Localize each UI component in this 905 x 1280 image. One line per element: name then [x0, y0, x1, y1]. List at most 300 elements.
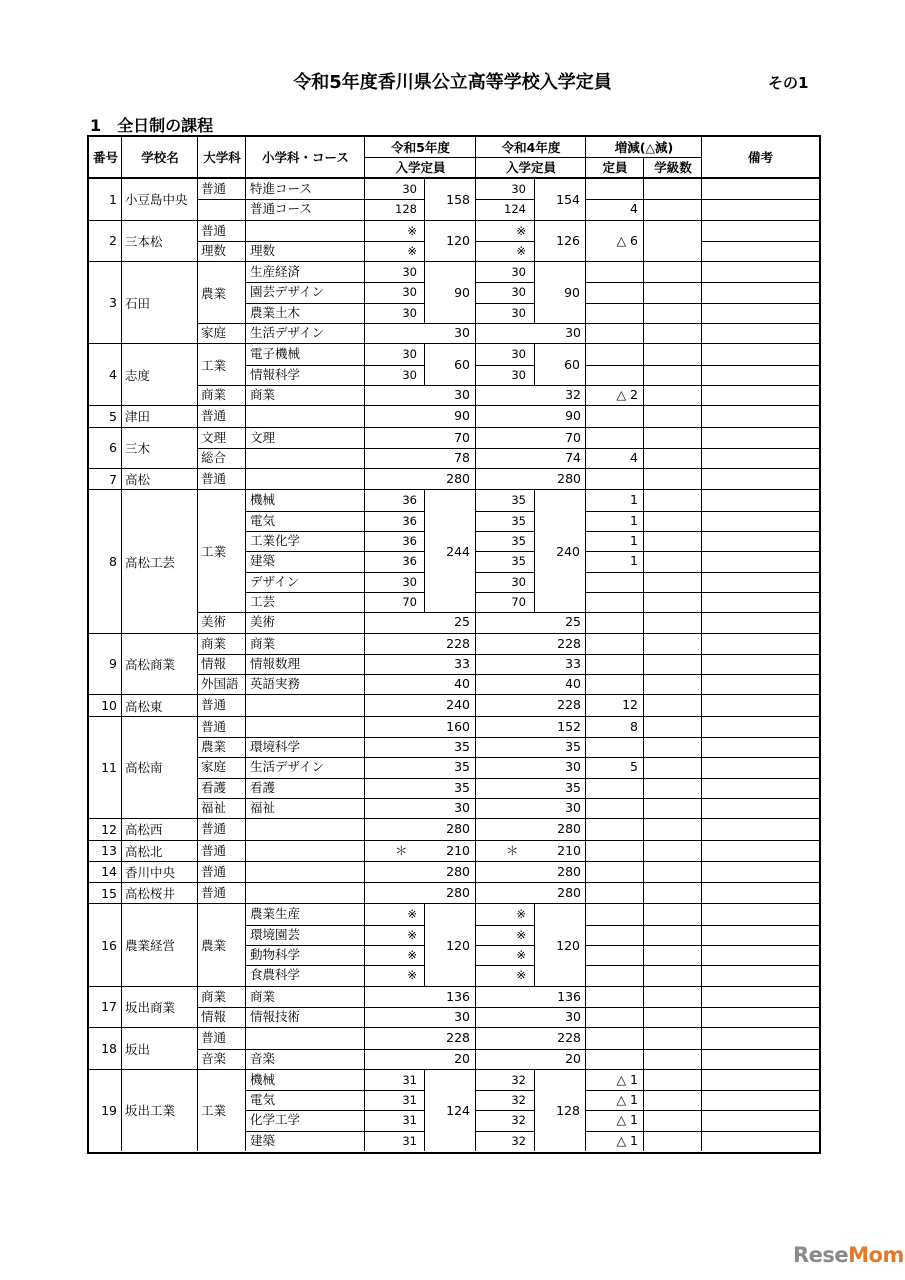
school-name: 高松東 [125, 698, 163, 714]
school-group [89, 262, 819, 344]
capacity-change: △ 1 [616, 1071, 638, 1087]
course-name: 電気 [250, 1092, 276, 1108]
r5-course-capacity: ※ [407, 948, 417, 963]
capacity-table [87, 135, 821, 1154]
department-name: 文理 [201, 429, 227, 445]
r5-course-capacity: ※ [407, 243, 417, 258]
r5-capacity: 280 [446, 471, 470, 487]
capacity-change: △ 1 [616, 1092, 638, 1108]
r5-capacity: 35 [454, 739, 470, 755]
r5-course-capacity: 30 [402, 265, 417, 280]
school-group [89, 179, 819, 221]
r4-capacity: 40 [565, 676, 581, 692]
r4-course-capacity: 32 [511, 1072, 526, 1087]
course-name: 生産経済 [250, 264, 301, 280]
header-no: 番号 [92, 150, 118, 165]
course-name: 工業化学 [250, 533, 301, 549]
capacity-change: 1 [630, 512, 638, 528]
r4-total: 240 [556, 543, 580, 559]
school-number: 12 [101, 821, 117, 837]
course-name: 電気 [250, 512, 276, 528]
school-name: 小豆島中央 [125, 192, 188, 208]
r5-course-capacity: 36 [402, 534, 417, 549]
course-name: 環境園芸 [250, 926, 301, 942]
r4-capacity: 35 [565, 779, 581, 795]
department-name: 商業 [201, 386, 227, 402]
header-remarks: 備考 [747, 150, 773, 165]
department-name: 普通 [201, 222, 227, 238]
course-name: 食農科学 [250, 967, 301, 983]
table-row [89, 490, 819, 510]
capacity-change: △ 1 [616, 1112, 638, 1128]
department-name: 工業 [201, 1103, 227, 1119]
r5-capacity: 160 [446, 718, 470, 734]
department-name: 普通 [201, 885, 227, 901]
table-row [89, 1007, 819, 1027]
r5-total: 124 [446, 1102, 470, 1118]
course-name: 電子機械 [250, 346, 301, 362]
course-name: 環境科学 [250, 739, 301, 755]
r4-capacity: 74 [565, 449, 581, 465]
school-group [89, 819, 819, 840]
r5-capacity: 210 [446, 842, 470, 858]
department-name: 外国語 [201, 676, 239, 692]
course-name: 機械 [250, 492, 276, 508]
table-row [89, 221, 819, 241]
school-group [89, 695, 819, 716]
r4-capacity: 136 [557, 988, 581, 1004]
table-row [89, 469, 819, 489]
table-row [89, 841, 819, 861]
r4-course-capacity: 32 [511, 1113, 526, 1128]
school-name: 高松北 [125, 843, 163, 859]
school-number: 14 [101, 864, 117, 880]
table-row [89, 344, 819, 364]
r5-course-capacity: 30 [402, 182, 417, 196]
course-name: 普通コース [250, 201, 312, 217]
r4-capacity: 30 [565, 759, 581, 775]
r5-course-capacity: ※ [407, 927, 417, 942]
header-r5: 令和5年度 [391, 140, 450, 155]
r4-capacity: 280 [557, 885, 581, 901]
r4-course-capacity: ※ [516, 907, 526, 922]
r4-capacity: 280 [557, 821, 581, 837]
r4-total: 126 [556, 233, 580, 249]
table-row [89, 303, 819, 323]
school-number: 11 [101, 759, 117, 775]
r5-course-capacity: 36 [402, 493, 417, 508]
header-r4-capacity: 入学定員 [505, 160, 556, 175]
r5-capacity: 25 [454, 614, 470, 630]
department-name: 商業 [201, 635, 227, 651]
table-row [89, 1110, 819, 1130]
course-name: 建築 [250, 1132, 276, 1148]
r5-course-capacity: ※ [407, 223, 417, 238]
school-group [89, 987, 819, 1029]
course-name: 園芸デザイン [250, 284, 325, 300]
r4-capacity: 228 [557, 635, 581, 651]
table-row [89, 179, 819, 199]
school-name: 香川中央 [125, 864, 176, 880]
table-row [89, 241, 819, 261]
course-name: デザイン [250, 573, 300, 589]
r4-capacity: 20 [565, 1050, 581, 1066]
r4-capacity: 280 [557, 471, 581, 487]
department-name: 美術 [201, 614, 227, 630]
r4-capacity: 30 [565, 1008, 581, 1024]
school-group [89, 862, 819, 883]
school-name: 高松商業 [125, 656, 176, 672]
capacity-change: 1 [630, 553, 638, 569]
school-number: 9 [109, 656, 117, 672]
r5-capacity: 280 [446, 885, 470, 901]
table-row [89, 406, 819, 426]
r5-course-capacity: 31 [402, 1093, 417, 1108]
school-name: 高松工芸 [125, 554, 176, 570]
department-name: 情報 [201, 1008, 227, 1024]
r4-capacity: 25 [565, 614, 581, 630]
school-number: 1 [109, 191, 117, 207]
r4-course-capacity: 30 [511, 265, 526, 280]
r5-capacity: 35 [454, 759, 470, 775]
course-name: 情報技術 [250, 1008, 301, 1024]
table-row [89, 695, 819, 715]
r4-course-capacity: 35 [511, 534, 526, 549]
school-number: 16 [101, 937, 117, 953]
r5-capacity: 30 [454, 386, 470, 402]
r4-course-capacity: 30 [511, 285, 526, 300]
page-title: 令和5年度香川県公立高等学校入学定員 [293, 72, 612, 93]
department-name: 総合 [201, 449, 227, 465]
course-name: 特進コース [250, 181, 312, 196]
section-heading: 1 全日制の課程 [90, 116, 214, 135]
r5-capacity: 33 [454, 655, 470, 671]
table-row [89, 757, 819, 777]
course-name: 文理 [250, 429, 276, 445]
course-name: 商業 [250, 988, 276, 1004]
table-row [89, 365, 819, 385]
course-name: 機械 [250, 1071, 276, 1087]
r4-total: 154 [556, 191, 580, 207]
school-group [89, 883, 819, 904]
r4-course-capacity: 30 [511, 347, 526, 362]
department-name: 工業 [201, 544, 227, 560]
school-number: 13 [101, 843, 117, 859]
r4-total: 120 [556, 937, 580, 953]
table-row [89, 1131, 819, 1151]
r4-course-capacity: 35 [511, 513, 526, 528]
r5-total: 90 [454, 285, 470, 301]
department-name: 農業 [201, 285, 227, 301]
table-row [89, 987, 819, 1007]
table-row [89, 925, 819, 945]
department-name: 普通 [201, 1030, 227, 1046]
school-number: 19 [101, 1102, 117, 1118]
table-row [89, 1049, 819, 1069]
school-group [89, 634, 819, 696]
r5-course-capacity: 36 [402, 554, 417, 569]
r4-course-capacity: ※ [516, 968, 526, 983]
table-row [89, 531, 819, 551]
r4-capacity: 33 [565, 655, 581, 671]
school-name: 坂出商業 [125, 999, 176, 1015]
department-name: 工業 [201, 357, 227, 373]
r4-capacity: 30 [565, 799, 581, 815]
r5-course-capacity: 30 [402, 285, 417, 300]
school-name: 農業経営 [125, 938, 176, 954]
course-name: 英語実務 [250, 676, 301, 692]
department-name: 情報 [201, 655, 227, 671]
table-row [89, 674, 819, 694]
table-row [89, 1070, 819, 1090]
resemom-logo: ReseMom [793, 1243, 904, 1267]
r5-capacity: 30 [454, 1008, 470, 1024]
r5-total: 158 [446, 191, 470, 207]
capacity-change: △ 6 [616, 233, 638, 249]
r4-course-capacity: ※ [516, 243, 526, 258]
department-name: 普通 [201, 718, 227, 734]
r4-capacity: 152 [557, 718, 581, 734]
course-name: 農業生産 [250, 906, 301, 922]
r4-capacity: 35 [565, 739, 581, 755]
course-name: 看護 [250, 779, 276, 795]
school-number: 8 [109, 554, 117, 569]
r4-course-capacity: ※ [516, 948, 526, 963]
r5-course-capacity: 30 [402, 347, 417, 362]
table-row [89, 448, 819, 468]
department-name: 商業 [201, 988, 227, 1004]
r5-capacity: 20 [454, 1050, 470, 1066]
course-name: 理数 [250, 242, 276, 258]
school-name: 高松西 [125, 822, 163, 838]
school-name: 坂出工業 [125, 1103, 176, 1119]
r4-course-capacity: 32 [511, 1133, 526, 1148]
course-name: 福祉 [250, 799, 276, 815]
course-name: 工芸 [250, 593, 276, 609]
capacity-change: 5 [630, 759, 638, 775]
course-name: 生活デザイン [250, 759, 325, 775]
capacity-change: 8 [630, 718, 638, 734]
page-part-label: その1 [768, 74, 809, 92]
school-number: 2 [109, 233, 117, 249]
department-name: 看護 [201, 779, 227, 795]
capacity-change: 12 [622, 697, 638, 713]
capacity-change: △ 2 [616, 386, 638, 402]
r4-course-capacity: 30 [511, 305, 526, 320]
r5-course-capacity: 30 [402, 367, 417, 382]
r4-course-capacity: 30 [511, 367, 526, 382]
school-number: 7 [109, 471, 117, 487]
r5-capacity: 40 [454, 676, 470, 692]
school-number: 10 [101, 698, 117, 714]
header-change-classes: 学級数 [654, 160, 692, 175]
r5-total: 120 [446, 233, 470, 249]
department-name: 家庭 [201, 759, 227, 775]
table-row [89, 551, 819, 571]
capacity-change: △ 1 [616, 1132, 638, 1148]
r5-note-mark: ＊ [395, 842, 408, 858]
r4-note-mark: ＊ [506, 842, 519, 858]
department-name: 普通 [201, 821, 227, 837]
school-number: 15 [101, 885, 117, 901]
r4-capacity: 90 [565, 408, 581, 424]
r5-course-capacity: 31 [402, 1072, 417, 1087]
header-r5-capacity: 入学定員 [395, 160, 446, 175]
school-group [89, 428, 819, 470]
table-row [89, 634, 819, 654]
r5-total: 120 [446, 937, 470, 953]
course-name: 生活デザイン [250, 325, 325, 341]
school-group [89, 1028, 819, 1070]
r5-course-capacity: 36 [402, 513, 417, 528]
course-name: 音楽 [250, 1050, 276, 1066]
capacity-change: 1 [630, 533, 638, 549]
department-name: 普通 [201, 842, 227, 858]
r5-capacity: 228 [446, 1030, 470, 1046]
department-name: 普通 [201, 471, 227, 487]
school-number: 3 [109, 295, 117, 311]
r4-course-capacity: 35 [511, 493, 526, 508]
school-name: 高松 [125, 472, 151, 488]
header-course: 小学科・コース [262, 150, 349, 165]
table-row [89, 862, 819, 882]
course-name: 情報科学 [250, 366, 301, 382]
school-group [89, 221, 819, 263]
header-change-capacity: 定員 [602, 160, 628, 175]
school-group [89, 1070, 819, 1152]
r5-capacity: 70 [454, 429, 470, 445]
r5-capacity: 136 [446, 988, 470, 1004]
department-name: 音楽 [201, 1050, 227, 1066]
table-body [89, 179, 819, 1152]
r4-capacity: 228 [557, 1030, 581, 1046]
table-row [89, 1028, 819, 1048]
r5-capacity: 240 [446, 697, 470, 713]
course-name: 美術 [250, 614, 276, 630]
r5-course-capacity: 30 [402, 305, 417, 320]
table-row [89, 819, 819, 839]
table-row [89, 262, 819, 282]
r5-capacity: 90 [454, 408, 470, 424]
capacity-change: 4 [630, 201, 638, 217]
school-group [89, 344, 819, 406]
r4-course-capacity: 70 [511, 594, 526, 609]
school-group [89, 490, 819, 633]
department-name: 普通 [201, 181, 227, 196]
r5-capacity: 228 [446, 635, 470, 651]
course-name: 商業 [250, 386, 276, 402]
r5-capacity: 280 [446, 863, 470, 879]
school-group [89, 406, 819, 427]
r4-capacity: 30 [565, 325, 581, 341]
table-row [89, 778, 819, 798]
r5-capacity: 280 [446, 821, 470, 837]
r5-capacity: 30 [454, 325, 470, 341]
table-row [89, 612, 819, 632]
table-row [89, 654, 819, 674]
r5-course-capacity: 30 [402, 574, 417, 589]
r4-total: 90 [564, 285, 580, 301]
school-group [89, 841, 819, 862]
table-row [89, 717, 819, 737]
r5-capacity: 30 [454, 799, 470, 815]
department-name: 普通 [201, 408, 227, 424]
header-dept: 大学科 [203, 150, 241, 165]
r5-course-capacity: ※ [407, 907, 417, 922]
course-name: 情報数理 [250, 655, 301, 671]
r4-course-capacity: 30 [511, 182, 526, 196]
table-row [89, 1090, 819, 1110]
table-row [89, 385, 819, 405]
table-row [89, 965, 819, 985]
r5-course-capacity: 70 [402, 594, 417, 609]
header-r4: 令和4年度 [501, 140, 561, 155]
capacity-change: 1 [630, 492, 638, 508]
r5-capacity: 78 [454, 449, 470, 465]
school-group [89, 469, 819, 490]
header-change: 増減(△減) [614, 140, 674, 155]
r4-course-capacity: 124 [504, 202, 526, 217]
r4-capacity: 228 [557, 697, 581, 713]
r5-course-capacity: 31 [402, 1113, 417, 1128]
table-row [89, 904, 819, 924]
r4-total: 128 [556, 1102, 580, 1118]
table-row [89, 883, 819, 903]
r4-course-capacity: 30 [511, 574, 526, 589]
header-school: 学校名 [141, 150, 179, 165]
table-row [89, 592, 819, 612]
school-name: 坂出 [125, 1041, 151, 1057]
course-name: 建築 [250, 553, 276, 569]
course-name: 動物科学 [250, 947, 301, 963]
school-number: 6 [109, 440, 117, 456]
school-name: 高松南 [125, 760, 163, 776]
school-number: 17 [101, 999, 117, 1015]
course-name: 化学工学 [250, 1112, 301, 1128]
department-name: 家庭 [201, 325, 227, 341]
r4-total: 60 [564, 357, 580, 373]
r4-course-capacity: 32 [511, 1093, 526, 1108]
table-header [89, 137, 819, 179]
r5-total: 244 [446, 543, 470, 559]
r4-course-capacity: ※ [516, 223, 526, 238]
school-name: 津田 [125, 409, 151, 425]
school-number: 4 [109, 367, 117, 383]
school-number: 18 [101, 1041, 117, 1056]
school-name: 三木 [125, 440, 151, 456]
table-row [89, 323, 819, 343]
table-row [89, 511, 819, 531]
table-row [89, 572, 819, 592]
r4-course-capacity: ※ [516, 927, 526, 942]
table-row [89, 798, 819, 818]
r4-capacity: 210 [557, 842, 581, 858]
school-name: 志度 [125, 367, 151, 383]
department-name: 福祉 [201, 799, 227, 815]
r5-course-capacity: 128 [395, 202, 417, 217]
r5-course-capacity: 31 [402, 1133, 417, 1148]
course-name: 農業土木 [250, 304, 301, 320]
table-row [89, 737, 819, 757]
r4-capacity: 32 [565, 386, 581, 402]
r5-total: 60 [454, 357, 470, 373]
capacity-change: 4 [630, 449, 638, 465]
r4-course-capacity: 35 [511, 554, 526, 569]
course-name: 商業 [250, 635, 276, 651]
department-name: 農業 [201, 938, 227, 954]
school-number: 5 [109, 408, 117, 424]
school-name: 高松桜井 [125, 886, 176, 902]
